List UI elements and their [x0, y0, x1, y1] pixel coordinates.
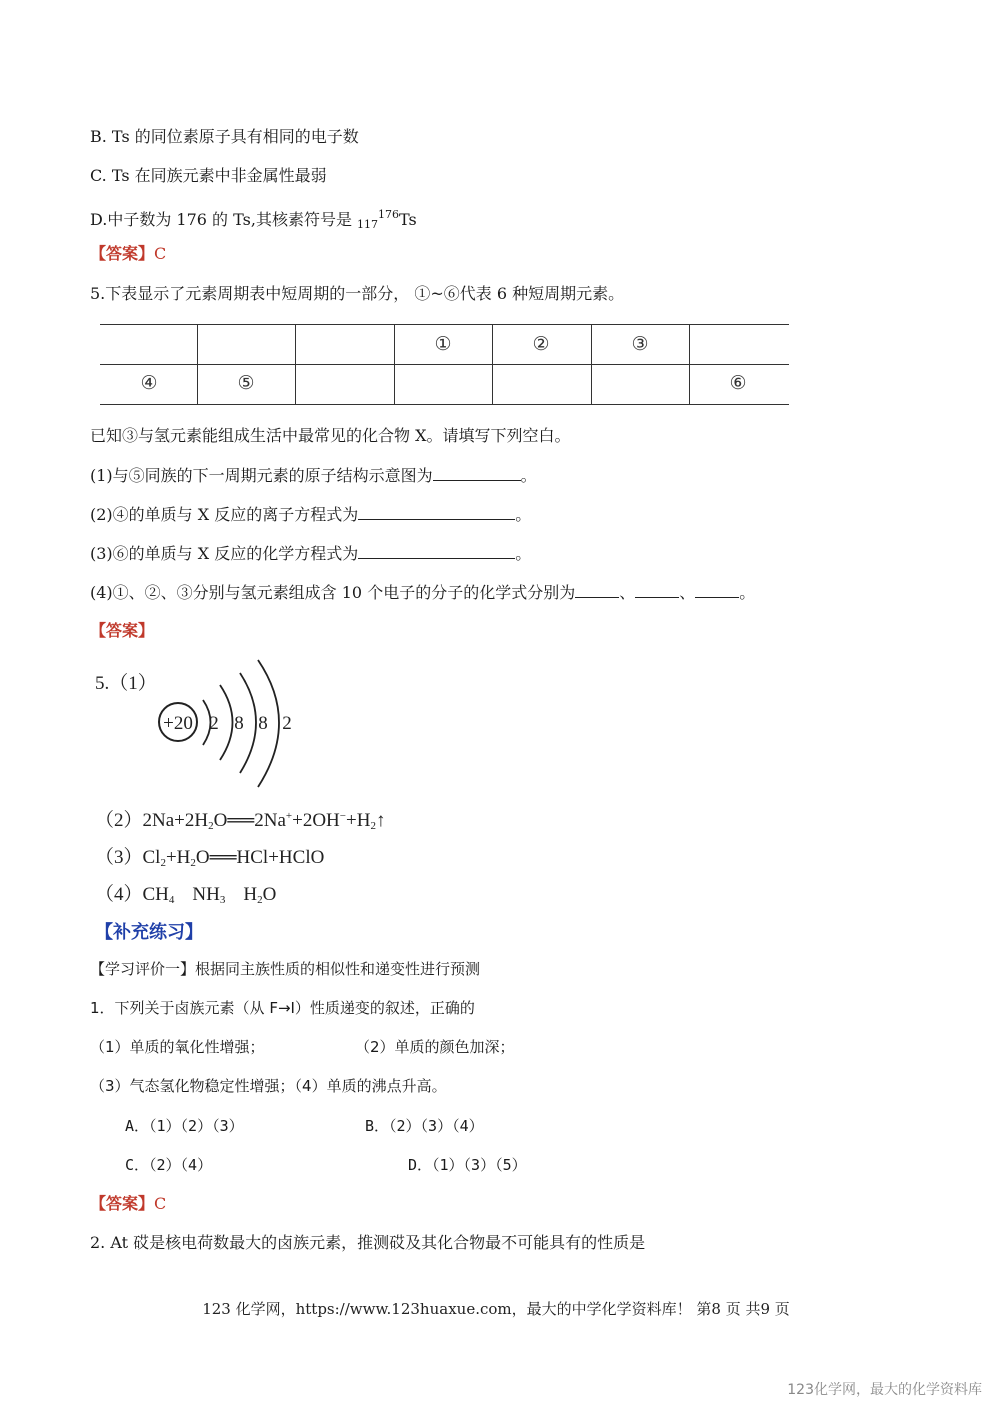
part-1-text: (1)与⑤同族的下一周期元素的原子结构示意图为 — [90, 466, 433, 485]
answer-blank[interactable] — [575, 581, 619, 598]
answer-label: 【答案】 — [90, 621, 155, 640]
page-footer: 123 化学网，https://www.123huaxue.com，最大的中学化学资料库！ 第8 页 共9 页 — [202, 1300, 790, 1318]
answer-value: C — [154, 1194, 167, 1213]
option-c: C. Ts 在同族元素中非金属性最弱 — [90, 166, 327, 185]
period: 。 — [515, 505, 532, 524]
shell-electrons-3: 8 — [258, 713, 268, 734]
cell-element-3: ③ — [631, 333, 649, 355]
nucleus-charge: +20 — [163, 713, 193, 734]
separator: 、 — [679, 583, 696, 602]
statement-2: （2）单质的颜色加深； — [355, 1038, 515, 1056]
period: 。 — [739, 583, 756, 602]
question-5-part-3 — [90, 542, 531, 565]
shell-electrons-1: 2 — [209, 713, 219, 734]
shell-electrons-2: 8 — [234, 713, 244, 734]
answer-blank[interactable] — [695, 581, 739, 598]
periodic-table-fragment — [100, 324, 789, 406]
choice-c[interactable]: C．（2）（4） — [125, 1156, 213, 1174]
question-5-part-4 — [90, 581, 755, 604]
statement-3-4: （3）气态氢化物稳定性增强；（4）单质的沸点升高。 — [90, 1077, 447, 1095]
nuclide-proton-number: 117 — [357, 218, 379, 231]
answer-label: 【答案】 — [90, 244, 155, 263]
part-2-text: (2)④的单质与 X 反应的离子方程式为 — [90, 505, 359, 524]
nuclide-symbol: Ts — [399, 210, 417, 229]
question-5-part-2 — [90, 503, 531, 526]
answer-value: C — [154, 244, 167, 263]
question-5-stem: 5.下表显示了元素周期表中短周期的一部分， ①~⑥代表 6 种短周期元素。 — [90, 284, 625, 303]
separator: 、 — [619, 583, 636, 602]
choice-d[interactable]: D．（1）（3）（5） — [408, 1156, 527, 1174]
cell-element-2: ② — [532, 333, 550, 355]
atomic-structure-diagram — [150, 655, 320, 795]
part-4-text: (4)①、②、③分别与氢元素组成含 10 个电子的分子的化学式分别为 — [90, 583, 576, 602]
part-3-text: (3)⑥的单质与 X 反应的化学方程式为 — [90, 544, 359, 563]
answer-blank[interactable] — [635, 581, 679, 598]
nuclide-mass-number: 176 — [378, 208, 400, 221]
watermark: 123化学网，最大的化学资料库 — [787, 1382, 982, 1398]
learning-evaluation: 【学习评价一】根据同主族性质的相似性和递变性进行预测 — [90, 960, 481, 978]
answer-blank[interactable] — [358, 503, 515, 520]
statement-1: （1）单质的氧化性增强； — [90, 1038, 265, 1056]
answer-1 — [90, 243, 166, 265]
solution-line-2: $(2)2Na+2H_2O══2Na^++2OH^-+H_2↑$ — [95, 810, 386, 832]
option-b: B. Ts 的同位素原子具有相同的电子数 — [90, 127, 359, 146]
solution-line-4: $(4)CH_4$ $NH_3$ $H_2O$ — [95, 884, 277, 906]
choice-b[interactable]: B．（2）（3）（4） — [365, 1117, 484, 1135]
solution-line-3: $(3)Cl_2+H_2O══HCl+HClO$ — [95, 847, 325, 869]
shell-electrons-4: 2 — [282, 713, 292, 734]
cell-element-1: ① — [434, 333, 452, 355]
answer-label: 【答案】 — [90, 1194, 155, 1213]
section-title: 【补充练习】 — [95, 922, 203, 943]
question-5-known: 已知③与氢元素能组成生活中最常见的化合物 X。请填写下列空白。 — [90, 426, 571, 445]
supplement-q1: 1．下列关于卤族元素（从 F→I）性质递变的叙述，正确的 — [90, 999, 475, 1017]
question-5-part-1 — [90, 464, 537, 487]
answer-blank[interactable] — [433, 464, 521, 481]
period: 。 — [515, 544, 532, 563]
period: 。 — [520, 466, 537, 485]
choice-a[interactable]: A．（1）（2）（3） — [125, 1117, 244, 1135]
answer-3 — [90, 1193, 166, 1215]
answer-blank[interactable] — [358, 542, 515, 559]
answer-2 — [90, 620, 154, 642]
solution-head: 5.（1） — [95, 673, 157, 694]
cell-element-4: ④ — [140, 372, 158, 394]
gas-arrow-icon: ↑ — [375, 810, 386, 831]
cell-element-5: ⑤ — [237, 372, 255, 394]
cell-element-6: ⑥ — [729, 372, 747, 394]
supplement-q2: 2. At 砹是核电荷数最大的卤族元素，推测砹及其化合物最不可能具有的性质是 — [90, 1233, 646, 1252]
option-d — [90, 204, 417, 236]
option-d-text: D.中子数为 176 的 Ts,其核素符号是 — [90, 210, 358, 229]
